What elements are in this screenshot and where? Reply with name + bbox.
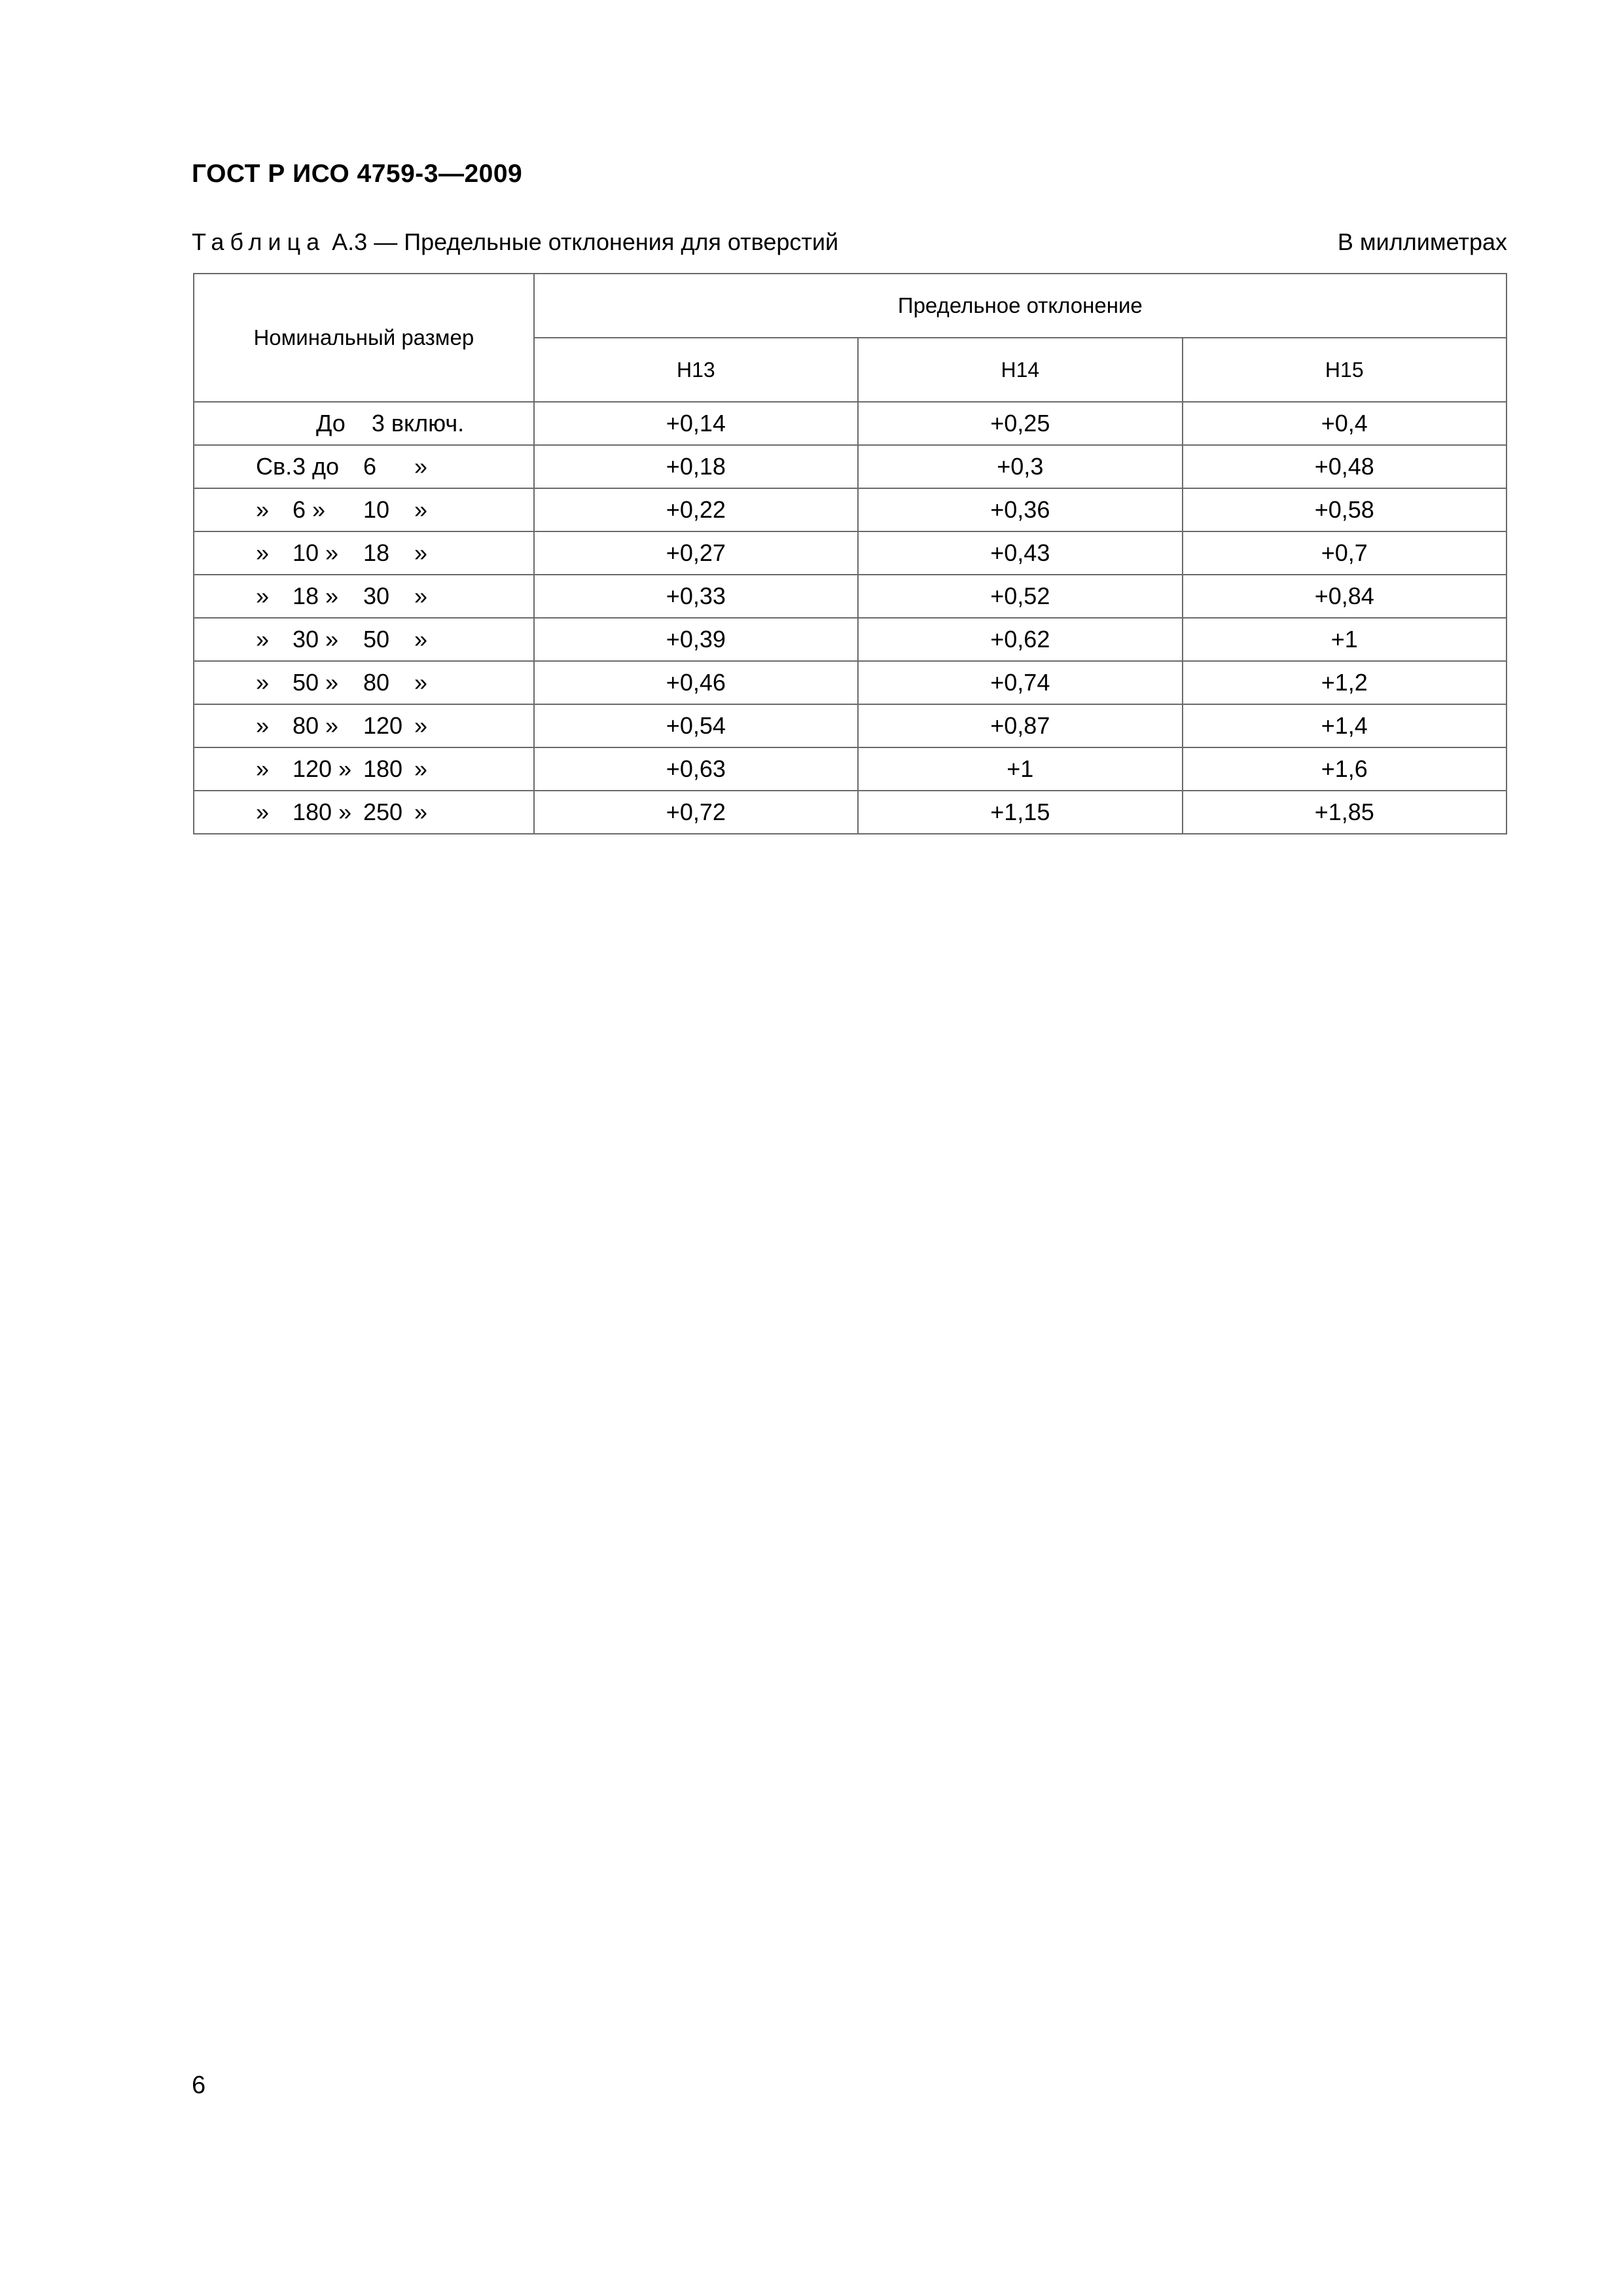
nominal-size-part: 3 до [293,453,340,480]
deviation-value: +0,48 [1314,453,1374,480]
table-caption [192,228,1507,261]
deviation-value: +0,33 [666,583,726,609]
deviation-value: +0,36 [990,496,1050,523]
deviation-cell-h13 [534,575,858,618]
deviation-value: +0,25 [990,410,1050,437]
nominal-size-value [194,619,533,660]
deviation-cell-h15 [1183,575,1507,618]
table-row [194,488,1507,531]
nominal-size-part: 6 [363,453,377,480]
deviation-value: +0,4 [1321,410,1368,437]
table-row [194,747,1507,791]
table-row [194,402,1507,445]
column-header-h14: H14 [858,338,1182,402]
nominal-size-part: 80 [363,669,390,696]
deviation-value: +0,46 [666,669,726,696]
nominal-size-cell [194,791,534,834]
deviation-value: +0,18 [666,453,726,480]
deviation-cell-h14 [858,488,1182,531]
deviation-cell-h13 [534,488,858,531]
column-header-h15: H15 [1183,338,1507,402]
nominal-size-part: » [414,496,428,523]
deviation-cell-h15 [1183,488,1507,531]
column-header-nominal-size: Номинальный размер [194,274,534,402]
column-group-header-limit-deviation: Предельное отклонение [534,274,1507,338]
table-row [194,791,1507,834]
nominal-size-cell [194,747,534,791]
table-caption-label: Таблица [192,228,326,255]
deviation-value: +0,27 [666,539,726,566]
deviation-cell-h15 [1183,661,1507,704]
nominal-size-value [194,705,533,747]
deviation-cell-h15 [1183,445,1507,488]
deviation-value: +0,84 [1314,583,1374,609]
nominal-size-part: » [256,583,270,609]
deviation-value: +0,87 [990,712,1050,739]
document-header: ГОСТ Р ИСО 4759-3—2009 [192,160,523,188]
table-row [194,661,1507,704]
nominal-size-part: » [256,755,270,782]
deviation-value: +1,85 [1314,798,1374,825]
nominal-size-part: 18 [363,539,390,566]
nominal-size-value [194,662,533,704]
nominal-size-part: » [414,712,428,739]
deviation-value: +0,43 [990,539,1050,566]
nominal-size-cell [194,445,534,488]
deviation-value: +0,14 [666,410,726,437]
nominal-size-part: 50 » [293,669,339,696]
nominal-size-text: До 3 включ. [316,410,465,437]
table-caption-title [192,228,838,256]
table-row [194,704,1507,747]
table-row [194,445,1507,488]
deviation-cell-h14 [858,618,1182,661]
nominal-size-part: 120 [363,712,403,739]
deviation-cell-h14 [858,791,1182,834]
deviation-cell-h13 [534,618,858,661]
deviation-value: +0,62 [990,626,1050,653]
nominal-size-part: » [256,626,270,653]
nominal-size-part: » [256,496,270,523]
nominal-size-part: » [414,539,428,566]
nominal-size-part: Св. [256,453,293,480]
nominal-size-value [194,532,533,574]
deviation-value: +1 [1330,626,1358,653]
table-caption-text: А.3 — Предельные отклонения для отверстий [332,228,839,255]
nominal-size-part: » [256,712,270,739]
deviation-cell-h15 [1183,704,1507,747]
deviation-value: +1,4 [1321,712,1368,739]
nominal-size-cell [194,661,534,704]
deviation-value: +0,39 [666,626,726,653]
nominal-size-cell [194,402,534,445]
nominal-size-part: » [414,626,428,653]
nominal-size-part: 80 » [293,712,339,739]
nominal-size-part: » [414,755,428,782]
deviation-cell-h13 [534,661,858,704]
nominal-size-part: 6 » [293,496,326,523]
deviation-value: +0,74 [990,669,1050,696]
nominal-size-part: » [256,539,270,566]
page-number: 6 [192,2072,206,2099]
deviation-cell-h15 [1183,747,1507,791]
table-row [194,575,1507,618]
deviation-cell-h14 [858,661,1182,704]
nominal-size-part: 250 [363,798,403,825]
deviation-cell-h14 [858,747,1182,791]
nominal-size-part: » [256,669,270,696]
nominal-size-part: 18 » [293,583,339,609]
nominal-size-part: 120 » [293,755,352,782]
nominal-size-cell [194,704,534,747]
deviation-cell-h14 [858,704,1182,747]
nominal-size-part: » [414,798,428,825]
deviation-value: +1,6 [1321,755,1368,782]
deviation-value: +1 [1007,755,1034,782]
table-units-note: В миллиметрах [1337,228,1507,255]
deviation-cell-h15 [1183,402,1507,445]
deviation-value: +0,3 [997,453,1044,480]
nominal-size-cell [194,488,534,531]
nominal-size-cell [194,618,534,661]
nominal-size-value [194,748,533,790]
deviation-cell-h13 [534,402,858,445]
deviation-value: +0,63 [666,755,726,782]
deviation-cell-h13 [534,704,858,747]
nominal-size-value [194,791,533,833]
nominal-size-part: 10 [363,496,390,523]
nominal-size-part: » [414,453,428,480]
limit-deviations-table [193,273,1507,834]
deviation-cell-h14 [858,531,1182,575]
table-header [194,274,1507,402]
nominal-size-cell [194,575,534,618]
nominal-size-part: 30 [363,583,390,609]
nominal-size-part: » [414,583,428,609]
nominal-size-value [194,489,533,531]
nominal-size-part: 10 » [293,539,339,566]
nominal-size-value [194,403,533,444]
deviation-cell-h13 [534,747,858,791]
nominal-size-part: 180 » [293,798,352,825]
deviation-cell-h15 [1183,791,1507,834]
nominal-size-part: 30 » [293,626,339,653]
deviation-cell-h13 [534,531,858,575]
deviation-cell-h13 [534,445,858,488]
nominal-size-value [194,575,533,617]
deviation-value: +0,54 [666,712,726,739]
deviation-cell-h15 [1183,618,1507,661]
deviation-cell-h13 [534,791,858,834]
nominal-size-value [194,446,533,488]
deviation-value: +0,7 [1321,539,1368,566]
deviation-value: +0,52 [990,583,1050,609]
nominal-size-cell [194,531,534,575]
nominal-size-part: » [256,798,270,825]
deviation-cell-h14 [858,445,1182,488]
table-row [194,618,1507,661]
table-body [194,402,1507,834]
deviation-value: +1,2 [1321,669,1368,696]
column-header-h13: H13 [534,338,858,402]
nominal-size-part: 180 [363,755,403,782]
deviation-value: +0,72 [666,798,726,825]
deviation-cell-h15 [1183,531,1507,575]
nominal-size-part: 50 [363,626,390,653]
table-row [194,531,1507,575]
deviation-cell-h14 [858,402,1182,445]
deviation-value: +1,15 [990,798,1050,825]
nominal-size-part: » [414,669,428,696]
deviation-value: +0,58 [1314,496,1374,523]
deviation-value: +0,22 [666,496,726,523]
deviation-cell-h14 [858,575,1182,618]
